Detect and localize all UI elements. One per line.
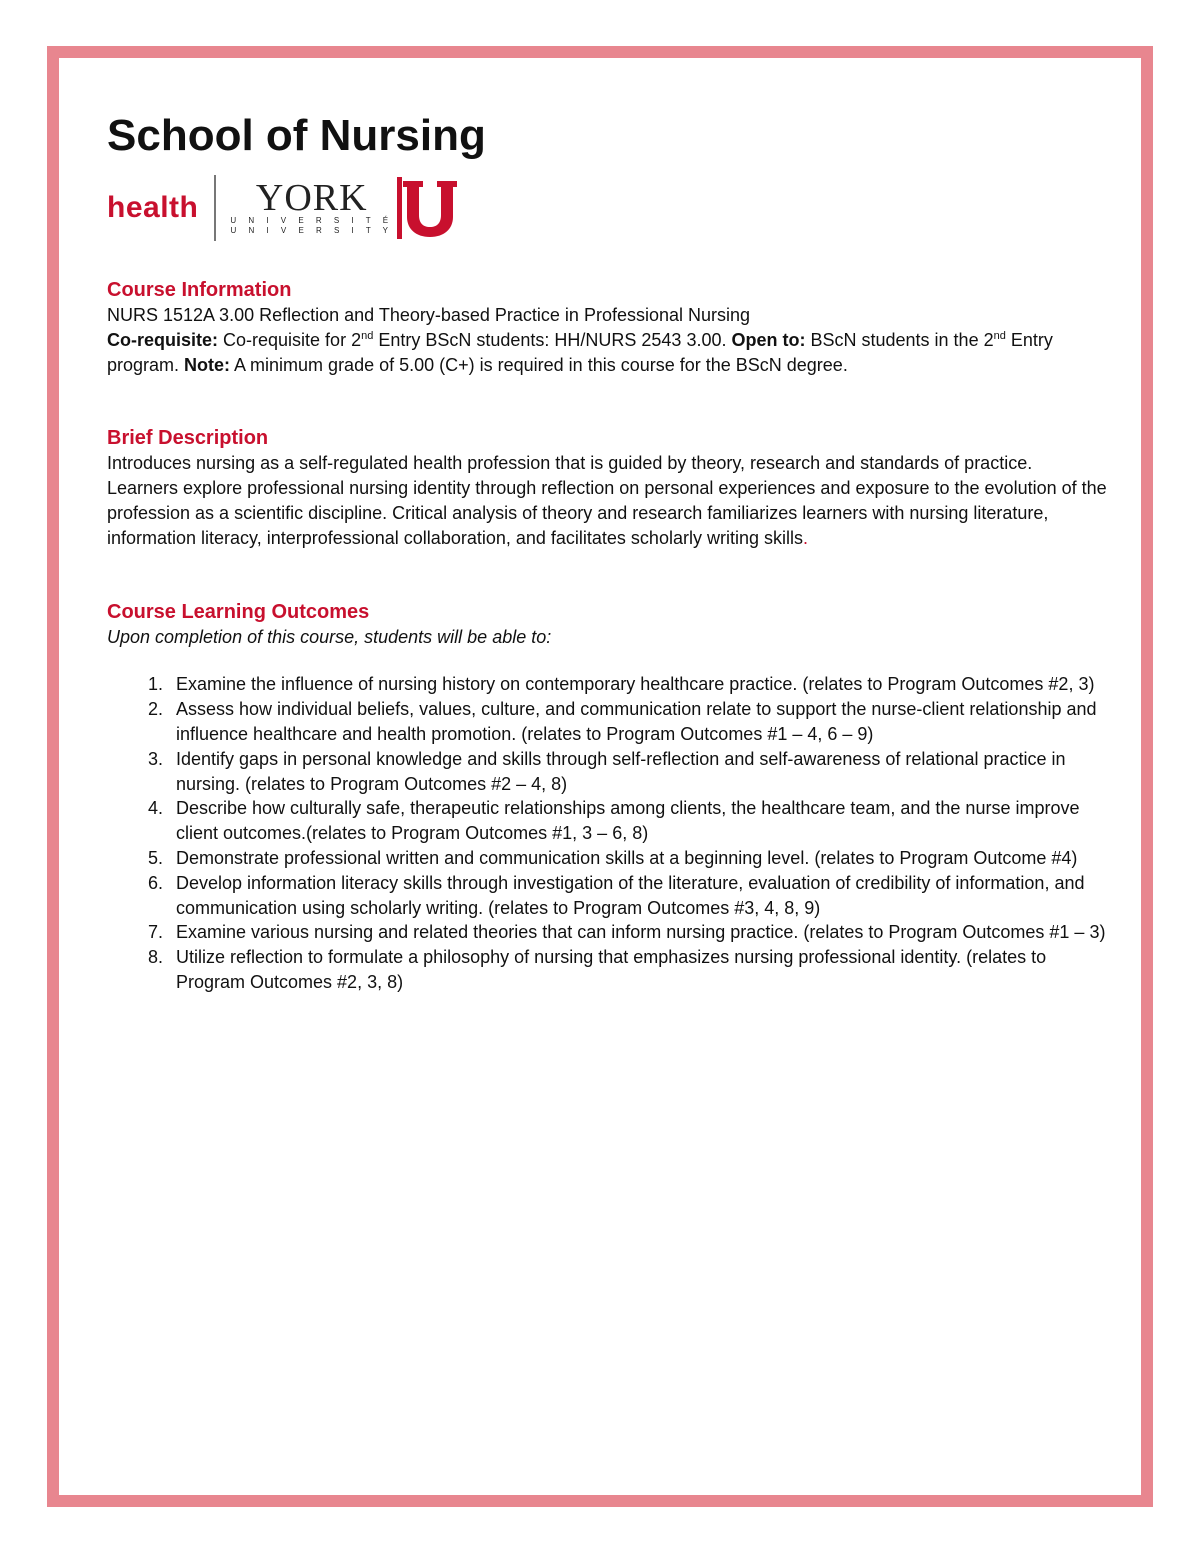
page-title: School of Nursing: [107, 111, 486, 160]
note-text: A minimum grade of 5.00 (C+) is required in this course for the BScN degree.: [230, 354, 848, 375]
list-item-text: Utilize reflection to formulate a philosophy of nursing that emphasizes nursing professional identity. (relates to Program Outcomes #2, 3, 8): [176, 947, 1047, 992]
course-requirements: [107, 328, 1107, 378]
list-item-number: 3.: [148, 748, 164, 769]
learning-outcomes-section: [107, 599, 1107, 995]
brief-description-section: [107, 425, 1107, 550]
logo-universite-text: U N I V E R S I T É: [230, 216, 394, 225]
list-item: [107, 672, 1107, 697]
list-item: [107, 846, 1107, 871]
note-label: Note:: [179, 354, 231, 375]
brief-description-heading: Brief Description: [107, 427, 269, 450]
list-item-text: Identify gaps in personal knowledge and skills through self-reflection and self-awareness of relational practice in nursing. (relates to Program Outcomes #2 – 4, 8): [176, 748, 1066, 794]
open-to-text-b: Entry program.: [107, 329, 1053, 375]
list-item: [107, 920, 1107, 945]
list-item-number: 4.: [148, 798, 164, 819]
list-item: [107, 697, 1107, 747]
list-item-number: 8.: [148, 947, 164, 968]
york-u-logo-icon: [397, 177, 459, 239]
brief-description-end-mark: .: [802, 527, 808, 548]
list-item-number: 7.: [148, 922, 164, 943]
document-body: [107, 110, 1107, 995]
list-item-number: 1.: [148, 674, 164, 695]
list-item-number: 5.: [148, 847, 164, 868]
course-information-heading: Course Information: [107, 279, 292, 301]
brief-description-text: [107, 451, 1107, 550]
open-to-sup: nd: [993, 329, 1006, 342]
york-health-logo: [107, 172, 1107, 244]
list-item-number: 6.: [148, 872, 164, 893]
list-item-text: Examine the influence of nursing history on contemporary healthcare practice. (relates to Program Outcomes #2, 3): [176, 674, 1095, 695]
course-information-section: [107, 277, 1107, 377]
logo-university-text: U N I V E R S I T Y: [230, 226, 394, 235]
coreq-text-b: Entry BScN students: HH/NURS 2543 3.00.: [373, 329, 727, 350]
coreq-sup: nd: [361, 329, 374, 342]
list-item: [107, 871, 1107, 921]
list-item-number: 2.: [148, 699, 164, 720]
learning-outcomes-list: [107, 672, 1107, 994]
logo-york-text: YORK: [255, 177, 368, 219]
list-item: [107, 747, 1107, 797]
brief-description-body: Introduces nursing as a self-regulated health profession that is guided by theory, research and standards of practice. Learners explore professional nursing identity through reflection on personal experiences and exposure to the evolution of the profession as a scientific discipline. Critical analysis of theory and research familiarizes learners with nursing literature, information literacy, interprofessional collaboration, and facilitates scholarly writing skills: [107, 453, 1107, 548]
list-item-text: Assess how individual beliefs, values, culture, and communication relate to support the nurse-client relationship and influence healthcare and health promotion. (relates to Program Outcomes #1 – 4, 6 – 9): [176, 699, 1097, 744]
learning-outcomes-intro: Upon completion of this course, students will be able to:: [107, 626, 552, 647]
course-title-line: NURS 1512A 3.00 Reflection and Theory-based Practice in Professional Nursing: [107, 305, 751, 325]
open-to-label: Open to:: [726, 329, 806, 350]
list-item-text: Demonstrate professional written and communication skills at a beginning level. (relates to Program Outcome #4): [176, 847, 1078, 868]
logo-divider: [214, 175, 216, 241]
list-item: [107, 945, 1107, 995]
logo-york-wordmark: [230, 177, 394, 236]
coreq-text-a: Co-requisite for 2: [218, 329, 362, 350]
list-item-text: Describe how culturally safe, therapeutic relationships among clients, the healthcare team, and the nurse improve client outcomes.(relates to Program Outcomes #1, 3 – 6, 8): [176, 798, 1080, 844]
open-to-text-a: BScN students in the 2: [805, 329, 994, 350]
list-item-text: Develop information literacy skills through investigation of the literature, evaluation of credibility of information, and communication using scholarly writing. (relates to Program Outcomes #3, 4, 8, 9): [176, 872, 1085, 918]
list-item-text: Examine various nursing and related theories that can inform nursing practice. (relates to Program Outcomes #1 – 3): [176, 922, 1106, 943]
list-item: [107, 796, 1107, 846]
learning-outcomes-heading: Course Learning Outcomes: [107, 600, 370, 623]
coreq-label: Co-requisite:: [107, 329, 219, 350]
logo-health-text: health: [107, 191, 199, 224]
